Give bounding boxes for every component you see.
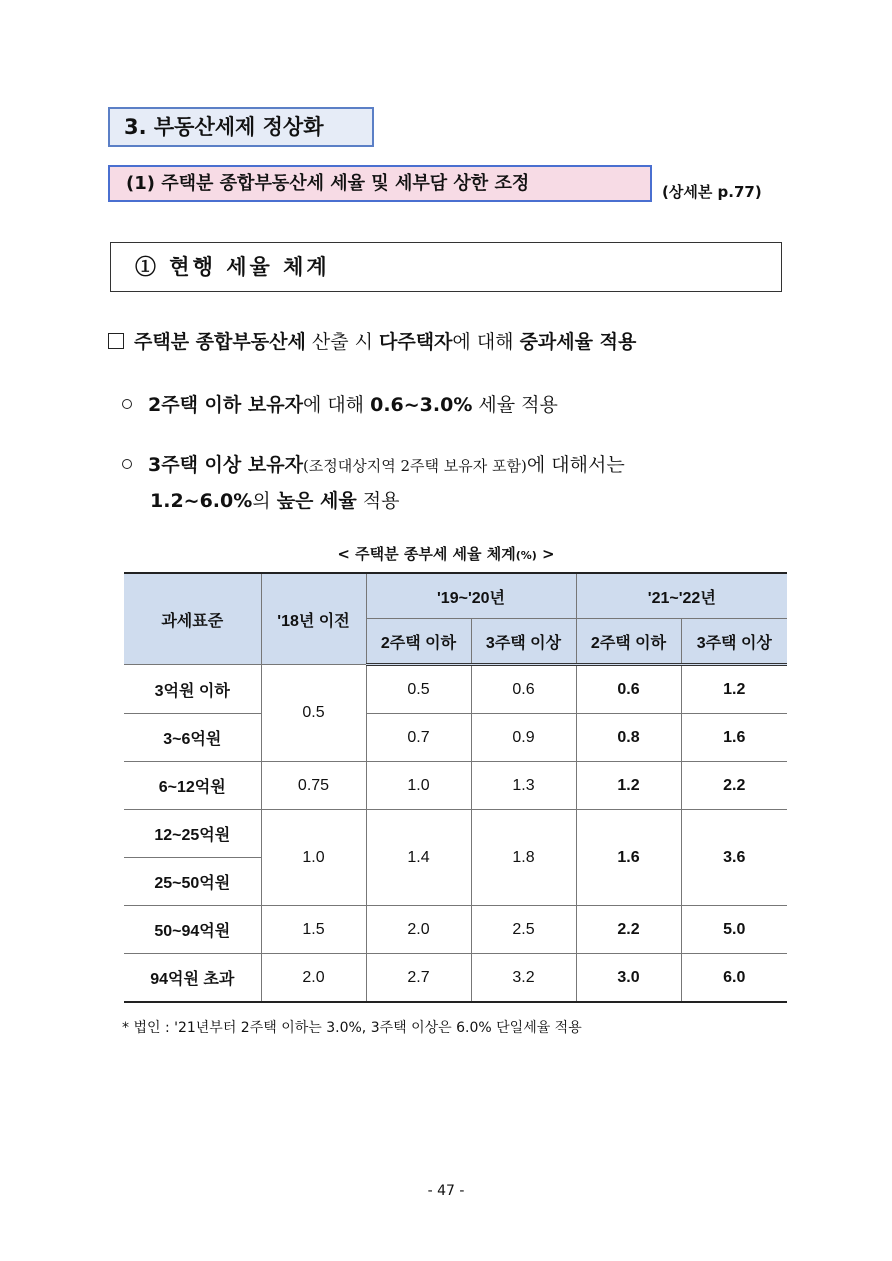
table-row [124,810,787,858]
para2-b1: 2주택 이하 보유자 [148,394,303,416]
circle-bullet-icon [122,399,132,409]
para3-b3: 높은 세율 [276,490,357,512]
para2-t1: 에 대해 [302,394,371,416]
cell-value: 1.8 [471,810,576,906]
circle-bullet-icon [122,459,132,469]
para3-t3: 적용 [356,490,400,512]
table-row [124,906,787,954]
tax-rate-table [124,572,787,1003]
paragraph-main [108,327,636,354]
cell-value: 2.7 [366,954,471,1003]
row-label: 3억원 이하 [124,665,261,714]
cell-value: 0.9 [471,714,576,762]
cell-value: 1.3 [471,762,576,810]
para1-b3: 중과세율 적용 [519,331,637,353]
cell-value: 3.6 [681,810,787,906]
para3-b2: 1.2~6.0% [150,490,253,512]
page-number: - 47 - [427,1183,465,1199]
table-row [124,665,787,714]
header-le2: 2주택 이하 [366,619,471,665]
header-ge3: 3주택 이상 [681,619,787,665]
paragraph-bullet-1 [122,390,558,417]
cell-value: 1.6 [576,810,681,906]
para2-t2: 세율 적용 [472,394,558,416]
square-bullet-icon [108,333,124,349]
row-label: 12~25억원 [124,810,261,858]
cell-value: 0.6 [471,665,576,714]
table-row [124,954,787,1003]
cell-value: 0.7 [366,714,471,762]
cell-pre18: 2.0 [261,954,366,1003]
caption-unit: (%) [515,549,537,562]
row-label: 50~94억원 [124,906,261,954]
cell-value: 0.8 [576,714,681,762]
para3-b1: 3주택 이상 보유자 [148,454,303,476]
caption-end: > [536,545,555,563]
header-19-20: '19~'20년 [366,573,576,619]
cell-value: 5.0 [681,906,787,954]
para1-b1: 주택분 종합부동산세 [134,331,306,353]
section-title: 3. 부동산세제 정상화 [108,107,374,147]
header-le2: 2주택 이하 [576,619,681,665]
row-label: 25~50억원 [124,858,261,906]
header-pre18: '18년 이전 [261,573,366,665]
cell-value: 1.0 [366,762,471,810]
table-row [124,714,787,762]
cell-value: 0.6 [576,665,681,714]
para2-b2: 0.6~3.0% [370,394,473,416]
cell-pre18: 0.5 [261,665,366,762]
para1-t2: 에 대해 [452,331,520,353]
cell-value: 6.0 [681,954,787,1003]
cell-value: 2.2 [681,762,787,810]
para1-b2: 다주택자 [379,331,453,353]
row-label: 3~6억원 [124,714,261,762]
paragraph-bullet-2-cont [150,486,399,513]
para3-s1: (조정대상지역 2주택 보유자 포함) [302,457,527,475]
cell-pre18: 1.0 [261,810,366,906]
table-row [124,762,787,810]
caption-main: < 주택분 종부세 세율 체계 [337,545,516,563]
cell-value: 0.5 [366,665,471,714]
para3-t2: 의 [252,490,277,512]
subsection-title: (1) 주택분 종합부동산세 세율 및 세부담 상한 조정 [108,165,652,202]
cell-value: 2.2 [576,906,681,954]
row-label: 6~12억원 [124,762,261,810]
cell-pre18: 1.5 [261,906,366,954]
header-21-22: '21~'22년 [576,573,787,619]
cell-pre18: 0.75 [261,762,366,810]
cell-value: 1.6 [681,714,787,762]
cell-value: 1.2 [681,665,787,714]
para1-t1: 산출 시 [305,331,379,353]
table-caption [0,543,892,564]
cell-value: 2.5 [471,906,576,954]
cell-value: 2.0 [366,906,471,954]
para3-t1: 에 대해서는 [526,454,625,476]
box-heading: ① 현행 세율 체계 [110,242,782,292]
reference-note: (상세본 p.77) [662,183,762,201]
cell-value: 3.2 [471,954,576,1003]
header-ge3: 3주택 이상 [471,619,576,665]
row-label: 94억원 초과 [124,954,261,1003]
paragraph-bullet-2 [122,450,625,477]
cell-value: 1.4 [366,810,471,906]
cell-value: 3.0 [576,954,681,1003]
cell-value: 1.2 [576,762,681,810]
footnote: * 법인 : '21년부터 2주택 이하는 3.0%, 3주택 이상은 6.0% 단일세율 적용 [122,1020,582,1036]
header-tax-base: 과세표준 [124,573,261,665]
table-header-row [124,573,787,619]
